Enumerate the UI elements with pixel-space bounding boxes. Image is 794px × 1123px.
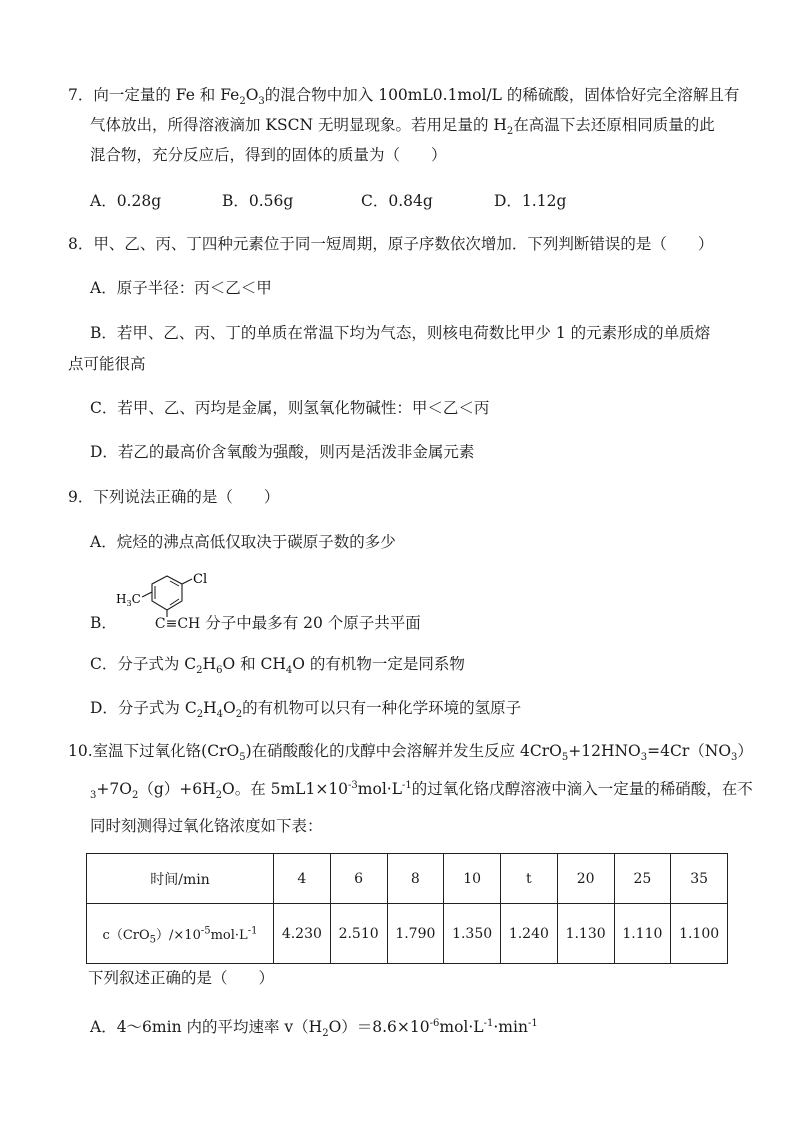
q8-option-a: A．原子半径：丙＜乙＜甲 (90, 279, 272, 297)
q10-prompt: 下列叙述正确的是（ ） (88, 969, 275, 987)
q7-option-b: B．0.56g (222, 192, 294, 210)
q10-option-a: A．4～6min 内的平均速率 $v(H_2O)=8.6\times 10^{-6}mol\cdot L^{-1}\cdot\min^{-1}$ (90, 1017, 538, 1040)
table-cell: 35 (671, 854, 728, 904)
table-cell: 1.350 (444, 904, 501, 964)
q9-option-d: D．分子式为 $C_2H_4O_2$的有机物可以只有一种化学环境的氢原子 (90, 699, 522, 721)
table-cell: 4 (274, 854, 331, 904)
q9-option-c: C．分子式为 $C_2H_6O$ 和 $CH_4O$ 的有机物一定是同系物 (90, 655, 465, 677)
q8-option-d: D．若乙的最高价含氧酸为强酸，则丙是活泼非金属元素 (90, 443, 475, 461)
table-cell: 8 (387, 854, 444, 904)
table-row (87, 854, 728, 904)
struct-h3c-label: $H_3C$ (116, 592, 141, 608)
table-cell: t (501, 854, 558, 904)
table-cell: 20 (557, 854, 614, 904)
q8-option-b-line1: B．若甲、乙、丙、丁的单质在常温下均为气态，则核电荷数比甲少 1 的元素形成的单质熔 (90, 324, 711, 342)
q10-line3: 同时刻测得过氧化铬浓度如下表： (90, 817, 323, 835)
q7-option-a: A．0.28g (90, 192, 162, 210)
q7-option-d: D．1.12g (494, 192, 567, 210)
table-cell: 6 (330, 854, 387, 904)
concentration-table (86, 853, 728, 964)
table-cell: 1.240 (501, 904, 558, 964)
q9-stem: 9．下列说法正确的是（ ） (68, 488, 280, 506)
struct-cl-label: Cl (193, 572, 208, 587)
table-header-time: 时间/min (87, 854, 274, 904)
q7-line3: 混合物，充分反应后，得到的固体的质量为（ ） (90, 146, 447, 164)
q8-option-c: C．若甲、乙、丙均是金属，则氢氧化物碱性：甲＜乙＜丙 (90, 399, 490, 417)
table-row (87, 904, 728, 964)
table-cell: 2.510 (330, 904, 387, 964)
q10-line1: 10.室温下过氧化铬(CrO$_5$)在硝酸酸化的戊醇中会溶解并发生反应 $4CrO_5+12HNO_3=4Cr(NO_3)$ (68, 742, 753, 764)
table-cell: 4.230 (274, 904, 331, 964)
q9-option-a: A．烷烃的沸点高低仅取决于碳原子数的多少 (90, 533, 396, 551)
struct-alkyne-label: C≡CH (154, 616, 201, 632)
q8-option-b-line2: 点可能很高 (68, 355, 146, 373)
q7-line2: 气体放出，所得溶液滴加 KSCN 无明显现象。若用足量的 $H_2$在高温下去还原相同质量的此 (90, 116, 715, 138)
table-cell: 1.110 (614, 904, 671, 964)
table-cell: 1.100 (671, 904, 728, 964)
table-header-concentration: $c(CrO_5)/\times 10^{-5}mol\cdot L^{-1}$ (87, 904, 274, 964)
table-cell: 25 (614, 854, 671, 904)
table-cell: 10 (444, 854, 501, 904)
q10-line2: $_3+7O_2(g)+6H_2O$。在 $5mL1\times 10^{-3}mol\cdot L^{-1}$的过氧化铬戊醇溶液中滴入一定量的稀硝酸，在不 (90, 779, 753, 802)
table-cell: 1.790 (387, 904, 444, 964)
q9-option-b: B． C≡CH 分子中最多有 20 个原子共平面 (90, 614, 421, 632)
q7-option-c: C．0.84g (361, 192, 433, 210)
q7-line1: 7．向一定量的 Fe 和 $Fe_2O_3$的混合物中加入 100mL0.1mol/L 的稀硫酸，固体恰好完全溶解且有 (68, 86, 740, 108)
table-cell: 1.130 (557, 904, 614, 964)
q8-stem: 8．甲、乙、丙、丁四种元素位于同一短周期，原子序数依次增加．下列判断错误的是（ ） (68, 235, 714, 253)
